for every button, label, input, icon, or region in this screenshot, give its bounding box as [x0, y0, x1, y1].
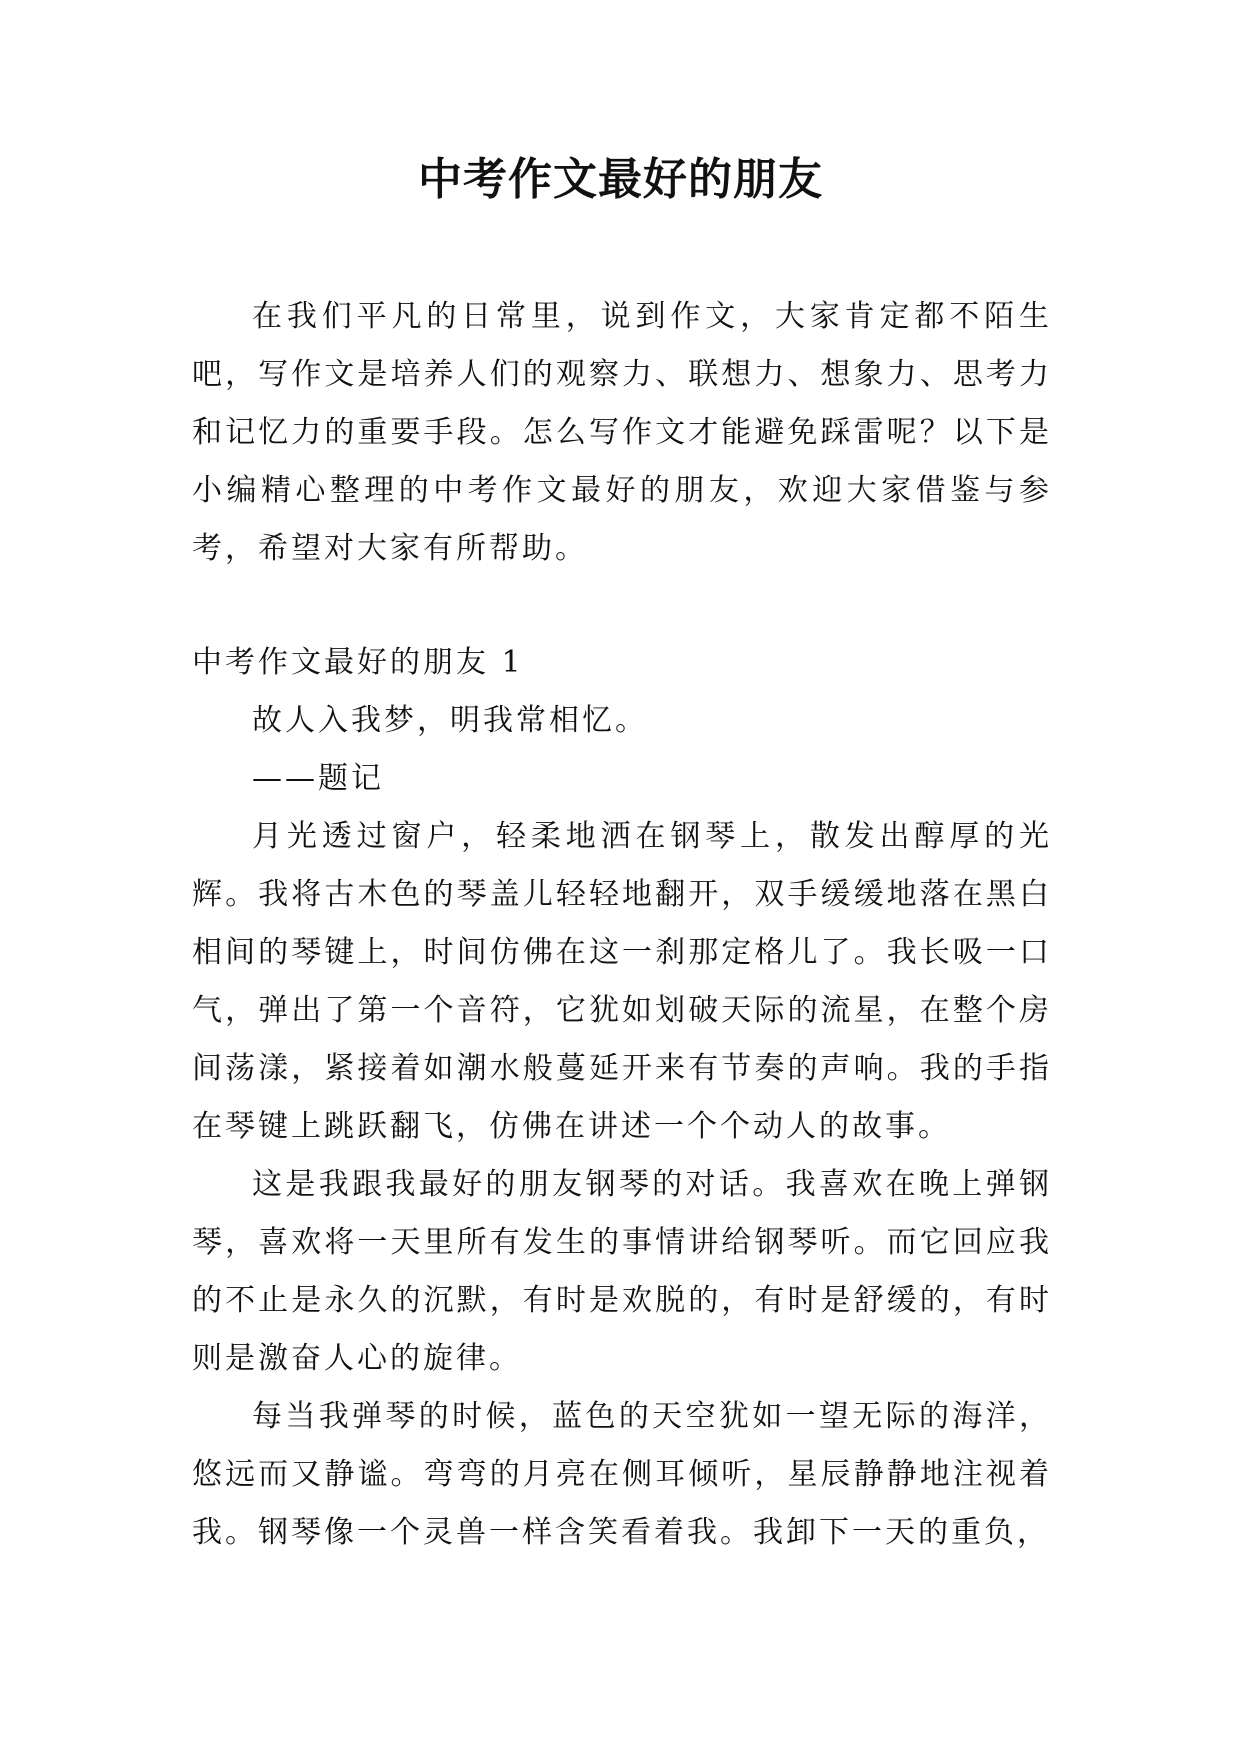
epigraph-note: ——题记: [252, 761, 384, 796]
document-body: [192, 288, 1052, 1562]
epigraph: 故人入我梦，明我常相忆。: [252, 703, 648, 738]
document-title: 中考作文最好的朋友: [418, 154, 823, 205]
body-paragraph: 每当我弹琴的时候，蓝色的天空犹如一望无际的海洋，悠远而又静谧。弯弯的月亮在侧耳倾听，星辰静静地注视着我。钢琴像一个灵兽一样含笑看着我。我卸下一天的重负，: [192, 1399, 1052, 1550]
body-paragraph: 这是我跟我最好的朋友钢琴的对话。我喜欢在晚上弹钢琴，喜欢将一天里所有发生的事情讲给钢琴听。而它回应我的不止是永久的沉默，有时是欢脱的，有时是舒缓的，有时则是激奋人心的旋律。: [192, 1167, 1052, 1376]
body-paragraph: 月光透过窗户，轻柔地洒在钢琴上，散发出醇厚的光辉。我将古木色的琴盖儿轻轻地翻开，双手缓缓地落在黑白相间的琴键上，时间仿佛在这一刹那定格儿了。我长吸一口气，弹出了第一个音符，它犹如划破天际的流星，在整个房间荡漾，紧接着如潮水般蔓延开来有节奏的声响。我的手指在琴键上跳跃翻飞，仿佛在讲述一个个动人的故事。: [192, 819, 1052, 1144]
intro-paragraph: 在我们平凡的日常里，说到作文，大家肯定都不陌生吧，写作文是培养人们的观察力、联想力、想象力、思考力和记忆力的重要手段。怎么写作文才能避免踩雷呢？以下是小编精心整理的中考作文最好的朋友，欢迎大家借鉴与参考，希望对大家有所帮助。: [192, 299, 1052, 566]
section-heading: 中考作文最好的朋友 1: [192, 645, 524, 680]
